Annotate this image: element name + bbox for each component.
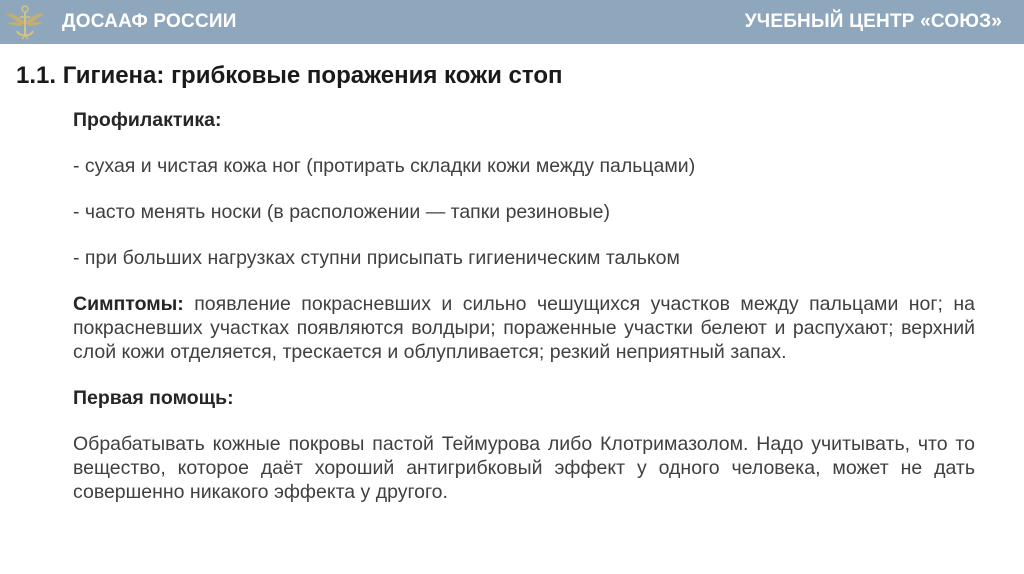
prevention-heading: Профилактика: — [73, 109, 222, 131]
slide-title: 1.1. Гигиена: грибковые поражения кожи стоп — [16, 62, 563, 89]
first-aid-text: Обрабатывать кожные покровы пастой Теймурова либо Клотримазолом. Надо учитывать, что то вещество, которое даёт хороший антигрибковый эффект у одного человека, может не дать совершенно никакого эффекта у другого. — [73, 433, 975, 503]
symptoms-paragraph — [73, 292, 975, 364]
header-bar — [0, 0, 1024, 44]
first-aid-heading: Первая помощь: — [73, 387, 234, 409]
symptoms-heading: Симптомы: — [73, 293, 184, 315]
prevention-item: - часто менять носки (в расположении — тапки резиновые) — [73, 201, 611, 223]
symptoms-text: появление покрасневших и сильно чешущихся участков между пальцами ног; на покрасневших участках появляются волдыри; пораженные участки белеют и распухают; верхний слой кожи отделяется, трескается и облупливается; резкий неприятный запах. — [73, 293, 975, 363]
slide-content — [73, 108, 975, 504]
prevention-item: - при больших нагрузках ступни присыпать гигиеническим тальком — [73, 247, 680, 269]
organization-name: ДОСААФ РОССИИ — [62, 11, 237, 32]
prevention-item: - сухая и чистая кожа ног (протирать складки кожи между пальцами) — [73, 155, 696, 177]
training-center-name: УЧЕБНЫЙ ЦЕНТР «СОЮЗ» — [744, 11, 1002, 32]
dosaaf-emblem-icon — [4, 1, 46, 43]
